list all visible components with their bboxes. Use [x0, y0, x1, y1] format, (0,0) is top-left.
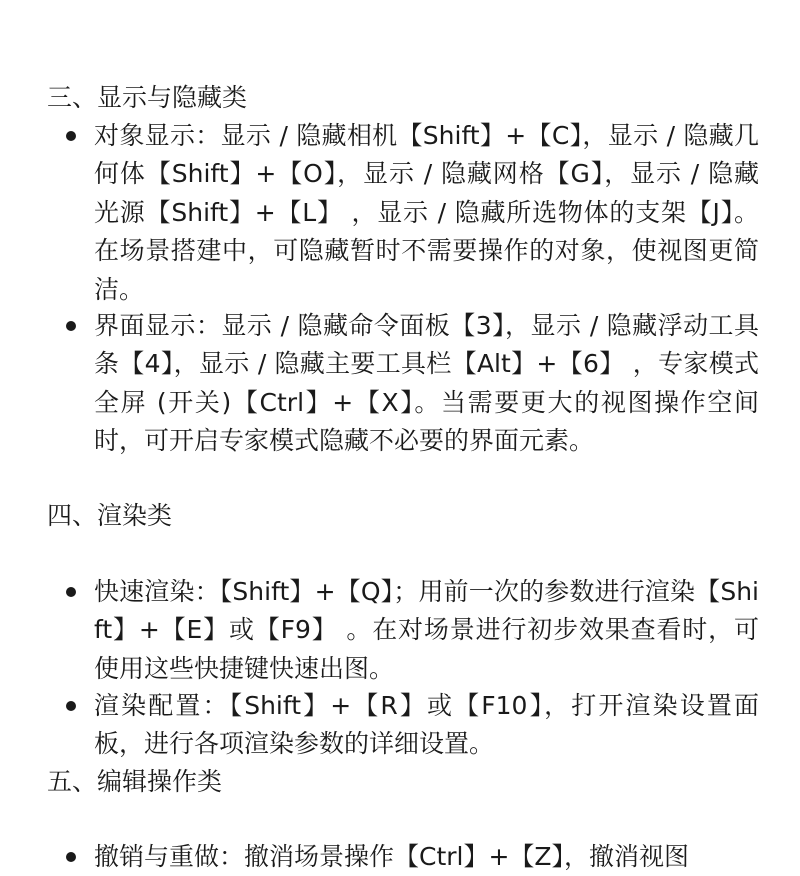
bullet-icon [66, 852, 76, 862]
list-item-text: 对象显示：显示 / 隐藏相机【Shift】+【C】，显示 / 隐藏几何体【Shift】+【O】，显示 / 隐藏网格【G】，显示 / 隐藏光源【Shift】+【L】 ，显示 / 隐藏所选物体的支架【J】。在场景搭建中，可隐藏暂时不需要操作的对象，使视图更简洁。 [94, 121, 759, 304]
section-heading-render: 四、渲染类 [47, 501, 173, 530]
section-heading-display-hide: 三、显示与隐藏类 [47, 83, 248, 112]
list-item-text: 快速渲染：【Shift】+【Q】；用前一次的参数进行渲染【Shift】+【E】或【F9】 。在对场景进行初步效果查看时，可使用这些快捷键快速出图。 [94, 577, 759, 683]
list-item-text: 撤销与重做：撤消场景操作【Ctrl】+【Z】，撤消视图 [94, 842, 690, 871]
bullet-icon [66, 701, 76, 711]
list-item-text: 渲染配置：【Shift】+【R】或【F10】，打开渲染设置面板，进行各项渲染参数的详细设置。 [94, 691, 759, 759]
bullet-icon [66, 131, 76, 141]
section-heading-edit: 五、编辑操作类 [47, 767, 223, 796]
list-item-text: 界面显示：显示 / 隐藏命令面板【3】，显示 / 隐藏浮动工具条【4】，显示 / 隐藏主要工具栏【Alt】+【6】 ，专家模式全屏 (开关)【Ctrl】+【X】。当需要更大的视图操作空间时，可开启专家模式隐藏不必要的界面元素。 [94, 311, 759, 456]
bullet-icon [66, 587, 76, 597]
bullet-icon [66, 321, 76, 331]
